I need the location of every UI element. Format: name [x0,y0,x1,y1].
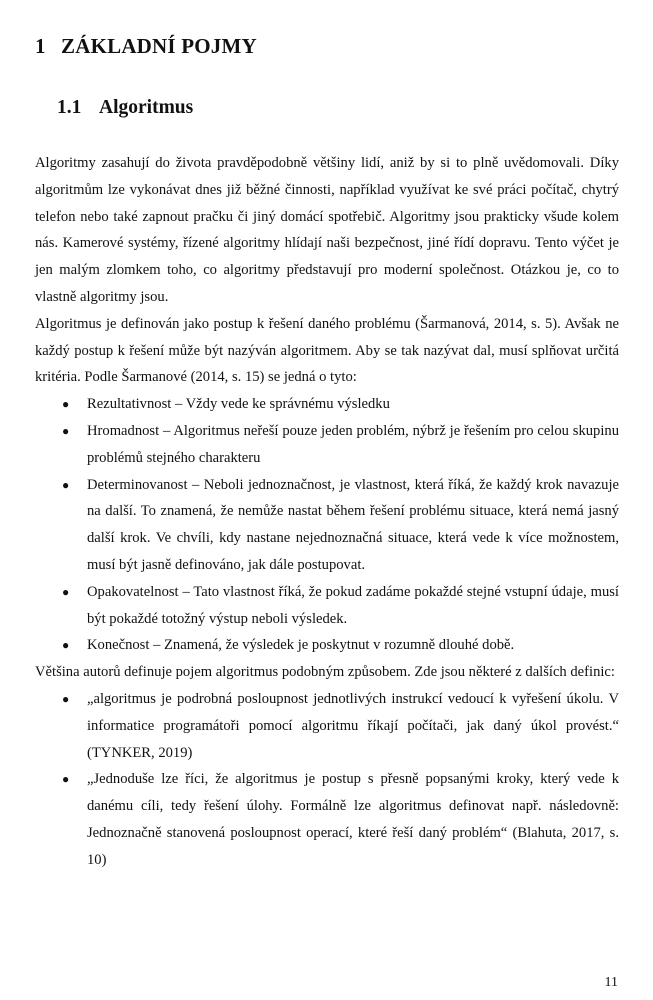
quote-text: „Jednoduše lze říci, že algoritmus je postup s přesně popsanými kroky, který vede k danému cíli, tedy řešení úlohy. Formálně lze algoritmus definovat např. následovně: Jednoznačně stanovená posloupnost operací, které řeší daný problém“ (Blahuta, 2017, s. 10) [87,771,619,868]
chapter-heading [35,34,257,59]
section-title: Algoritmus [99,97,194,118]
intro-paragraph: Algoritmy zasahují do života pravděpodobně většiny lidí, aniž by si to plně uvědomovali. Díky algoritmům lze vykonávat dnes již běžné činnosti, například využívat ke své práci počítač, chytrý telefon nebo také zapnout pračku či jiný domácí spotřebič. Algoritmy jsou prakticky všude kolem nás. Kamerové systémy, řízené algoritmy hlídají naši bezpečnost, jiné řídí dopravu. Tento výčet je jen malým zlomkem toho, co algoritmy představují pro moderní společnost. Otázkou je, co to vlastně algoritmy jsou. [35,155,619,305]
list-item-text: Rezultativnost – Vždy vede ke správnému výsledku [87,396,390,413]
section-number: 1.1 [57,97,82,118]
list-item [35,418,619,472]
bullet-icon: ● [62,691,70,706]
section-heading [57,97,193,119]
list-item [35,579,619,633]
definition-paragraph: Algoritmus je definován jako postup k řešení daného problému (Šarmanová, 2014, s. 5). Avšak ne každý postup k řešení může být nazýván algoritmem. Aby se tak nazývat dal, musí splňovat určitá kritéria. Podle Šarmanové (2014, s. 15) se jedná o tyto: [35,315,619,386]
definitions-list [35,686,619,874]
list-item [35,766,619,873]
list-item [35,472,619,579]
criteria-list [35,391,619,659]
bullet-icon: ● [62,397,70,412]
chapter-title: ZÁKLADNÍ POJMY [61,34,257,58]
definitions-intro: Většina autorů definuje pojem algoritmus podobným způsobem. Zde jsou některé z dalších definic: [35,664,615,681]
bullet-icon: ● [62,638,70,653]
list-item-text: Konečnost – Znamená, že výsledek je poskytnut v rozumně dlouhé době. [87,637,515,654]
list-item [35,686,619,766]
list-item-text: Determinovanost – Neboli jednoznačnost, je vlastnost, která říká, že každý krok navazuje na další. To znamená, že nemůže nastat během řešení problému situace, která nemá jasný další krok. Ve chvíli, kdy nastane nejednoznačná situace, která vede k více možnostem, musí být jasně definováno, jak dále postupovat. [87,476,619,573]
bullet-icon: ● [62,772,70,787]
body-text [35,150,619,874]
bullet-icon: ● [62,477,70,492]
page-number: 11 [604,975,618,990]
chapter-number: 1 [35,34,46,58]
list-item-text: Hromadnost – Algoritmus neřeší pouze jeden problém, nýbrž je řešením pro celou skupinu problémů stejného charakteru [87,422,619,466]
bullet-icon: ● [62,423,70,438]
list-item-text: Opakovatelnost – Tato vlastnost říká, že pokud zadáme pokaždé stejné vstupní údaje, musí být pokaždé totožný výstup neboli výsledek. [87,583,619,627]
quote-text: „algoritmus je podrobná posloupnost jednotlivých instrukcí vedoucí k vyřešení úkolu. V informatice programátoři pomocí algoritmu říkají počítači, jak daný úkol provést.“ (TYNKER, 2019) [87,690,619,761]
list-item [35,632,619,659]
list-item [35,391,619,418]
bullet-icon: ● [62,584,70,599]
